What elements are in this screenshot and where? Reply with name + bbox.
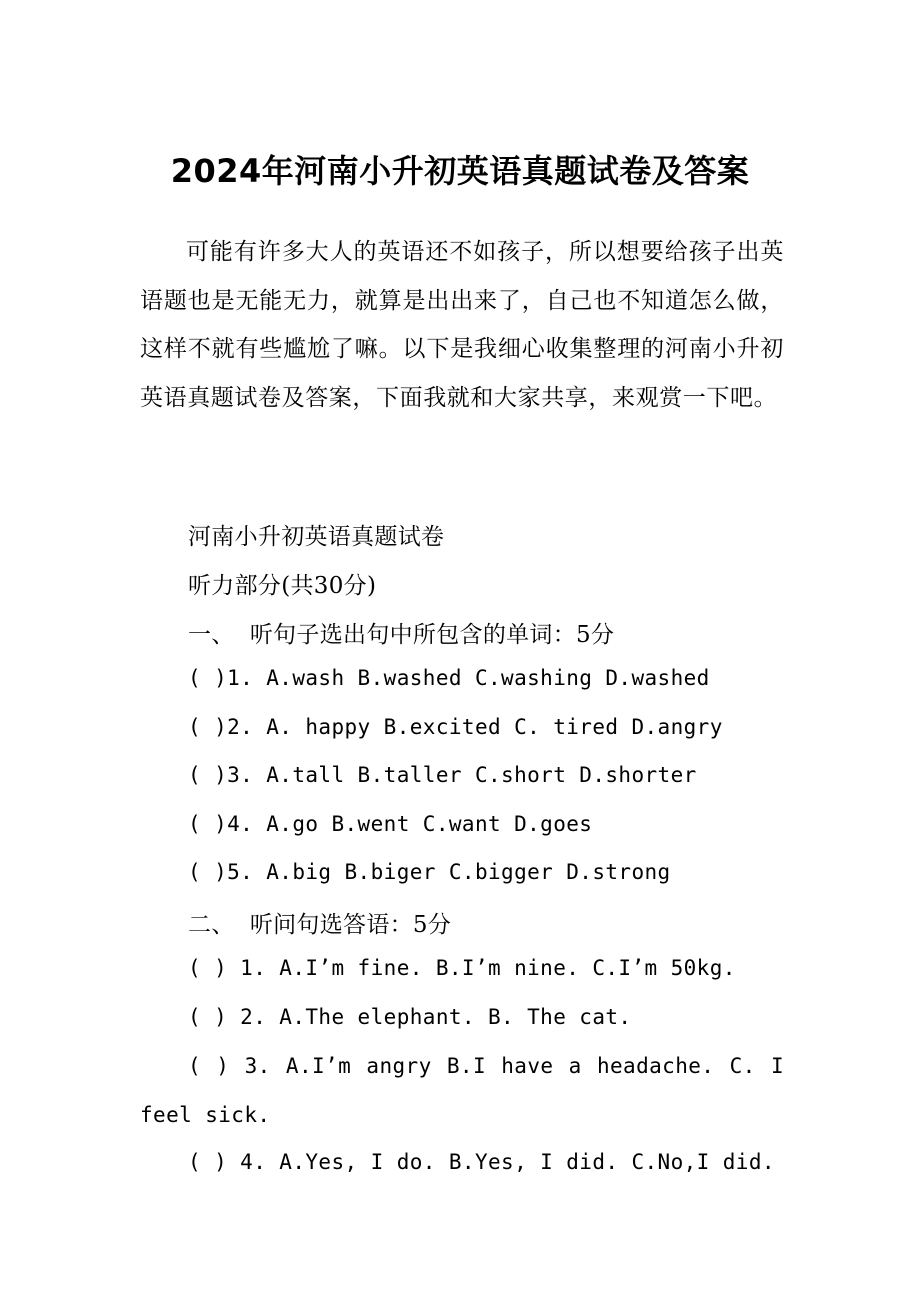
question-item: ( ) 4. A.Yes, I do. B.Yes, I did. C.No,I did.: [188, 1150, 775, 1174]
question-item: ( ) 1. A.I’m fine. B.I’m nine. C.I’m 50kg.: [188, 956, 736, 980]
section-1-heading: 一、 听句子选出句中所包含的单词：5分: [188, 622, 615, 648]
question-item: ( )1. A.wash B.washed C.washing D.washed: [188, 666, 710, 690]
paper-title: 河南小升初英语真题试卷: [188, 524, 445, 550]
listening-header: 听力部分(共30分): [188, 573, 377, 599]
question-item: ( ) 2. A.The elephant. B. The cat.: [188, 1005, 632, 1029]
question-item: ( )4. A.go B.went C.want D.goes: [188, 812, 593, 836]
question-item: ( ) 3. A.I’m angry B.I have a headache. C. I feel sick.: [140, 1054, 784, 1127]
question-item: ( )2. A. happy B.excited C. tired D.angry: [188, 715, 723, 739]
question-item: ( )3. A.tall B.taller C.short D.shorter: [188, 763, 697, 787]
document-title: 2024年河南小升初英语真题试卷及答案: [170, 152, 750, 190]
section-2-heading: 二、 听问句选答语：5分: [188, 912, 452, 938]
question-item: ( )5. A.big B.biger C.bigger D.strong: [188, 860, 671, 884]
intro-paragraph: 可能有许多大人的英语还不如孩子，所以想要给孩子出英语题也是无能无力，就算是出出来了，自己也不知道怎么做，这样不就有些尴尬了嘛。以下是我细心收集整理的河南小升初英语真题试卷及答案，下面我就和大家共享，来观赏一下吧。: [140, 239, 784, 411]
